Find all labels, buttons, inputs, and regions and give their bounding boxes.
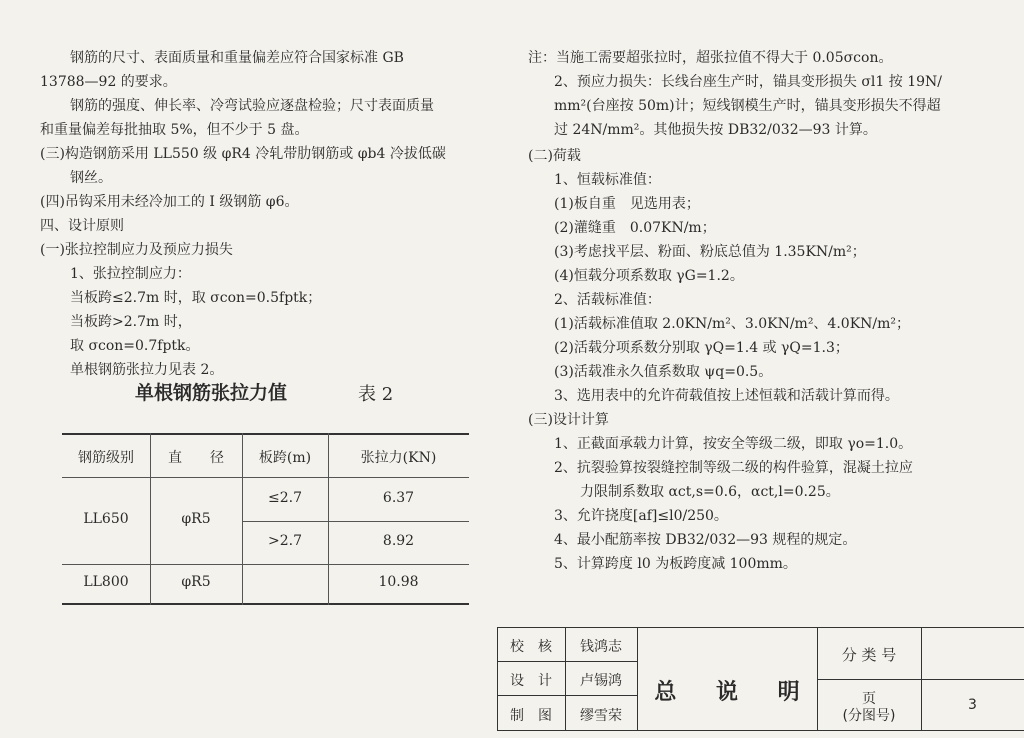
- page-number: 3: [968, 697, 977, 713]
- table-number: 表 2: [358, 384, 394, 405]
- text-line: (4)恒载分项系数取 γG=1.2。: [554, 268, 744, 284]
- cell-span: ≤2.7: [268, 490, 302, 506]
- cell-force: 10.98: [378, 574, 419, 590]
- text-line: 3、允许挠度[af]≤l0/250。: [554, 508, 728, 524]
- section-heading: 四、设计原则: [40, 218, 124, 234]
- header-force: 张拉力(KN): [360, 450, 437, 466]
- role-label: 校 核: [510, 639, 552, 655]
- text-line: (1)板自重 见选用表；: [554, 196, 700, 212]
- page-label: 页: [862, 691, 876, 707]
- section-heading: (二)荷载: [528, 148, 581, 164]
- text-line: 钢丝。: [70, 170, 112, 186]
- cell-grade: LL800: [83, 574, 129, 590]
- text-line: 1、正截面承载力计算，按安全等级二级，即取 γo=1.0。: [554, 436, 913, 452]
- text-line: 5、计算跨度 l0 为板跨度减 100mm。: [554, 556, 797, 572]
- header-grade: 钢筋级别: [78, 450, 134, 466]
- text-line: (三)构造钢筋采用 LL550 级 φR4 冷轧带肋钢筋或 φb4 冷拔低碳: [40, 146, 446, 162]
- header-span: 板跨(m): [258, 450, 312, 466]
- drawing-title: 总 说 明: [654, 680, 816, 705]
- role-label: 制 图: [510, 708, 552, 724]
- text-line: 2、预应力损失：长线台座生产时，锚具变形损失 σl1 按 19N/: [554, 74, 942, 90]
- page-sublabel: (分图号): [842, 708, 896, 724]
- text-line: 单根钢筋张拉力见表 2。: [70, 362, 224, 378]
- text-line: 当板跨>2.7m 时，: [70, 314, 192, 330]
- text-line: (四)吊钩采用未经冷加工的 I 级钢筋 φ6。: [40, 194, 299, 210]
- role-label: 设 计: [510, 673, 552, 689]
- cell-diameter: φR5: [181, 511, 211, 527]
- cell-span: >2.7: [268, 533, 302, 549]
- text-line: 和重量偏差每批抽取 5%，但不少于 5 盘。: [40, 122, 309, 138]
- signature-name: 卢锡鸿: [580, 673, 622, 689]
- text-line: (3)活载准永久值系数取 ψq=0.5。: [554, 364, 773, 380]
- text-line: 当板跨≤2.7m 时，取 σcon=0.5fptk；: [70, 290, 322, 306]
- text-line: 4、最小配筋率按 DB32/032—93 规程的规定。: [554, 532, 857, 548]
- header-diameter: 直 径: [168, 450, 224, 466]
- text-line: (3)考虑找平层、粉面、粉底总值为 1.35KN/m²；: [554, 244, 866, 260]
- text-line: 过 24N/mm²。其他损失按 DB32/032—93 计算。: [554, 122, 877, 138]
- text-line: 力限制系数取 αct,s=0.6，αct,l=0.25。: [580, 484, 840, 500]
- table-title: 单根钢筋张拉力值: [135, 382, 288, 404]
- text-line: (一)张拉控制应力及预应力损失: [40, 242, 233, 258]
- cell-diameter: φR5: [181, 574, 211, 590]
- text-line: (2)活载分项系数分别取 γQ=1.4 或 γQ=1.3；: [554, 340, 849, 356]
- tension-table: [62, 433, 469, 605]
- cell-grade: LL650: [83, 511, 129, 527]
- cell-force: 8.92: [382, 533, 415, 549]
- text-line: 2、活载标准值：: [554, 292, 661, 308]
- text-line: 13788—92 的要求。: [40, 74, 177, 90]
- text-line: (2)灌缝重 0.07KN/m；: [554, 220, 716, 236]
- text-line: mm²(台座按 50m)计；短线钢模生产时，锚具变形损失不得超: [554, 98, 941, 114]
- section-heading: (三)设计计算: [528, 412, 609, 428]
- category-label: 分 类 号: [841, 646, 897, 664]
- note-line: 注：当施工需要超张拉时，超张拉值不得大于 0.05σcon。: [528, 50, 893, 66]
- signature-name: 钱鸿志: [580, 639, 622, 655]
- text-line: 2、抗裂验算按裂缝控制等级二级的构件验算，混凝土拉应: [554, 460, 913, 476]
- text-line: (1)活载标准值取 2.0KN/m²、3.0KN/m²、4.0KN/m²；: [554, 316, 911, 332]
- text-line: 钢筋的尺寸、表面质量和重量偏差应符合国家标准 GB: [70, 50, 404, 66]
- text-line: 1、张拉控制应力：: [70, 266, 191, 282]
- title-block: [497, 627, 1024, 731]
- text-line: 钢筋的强度、伸长率、冷弯试验应逐盘检验；尺寸表面质量: [70, 98, 434, 114]
- text-line: 1、恒载标准值：: [554, 172, 661, 188]
- text-line: 3、选用表中的允许荷载值按上述恒载和活载计算而得。: [554, 388, 899, 404]
- signature-name: 缪雪荣: [580, 708, 622, 724]
- cell-force: 6.37: [382, 490, 415, 506]
- text-line: 取 σcon=0.7fptk。: [70, 338, 200, 354]
